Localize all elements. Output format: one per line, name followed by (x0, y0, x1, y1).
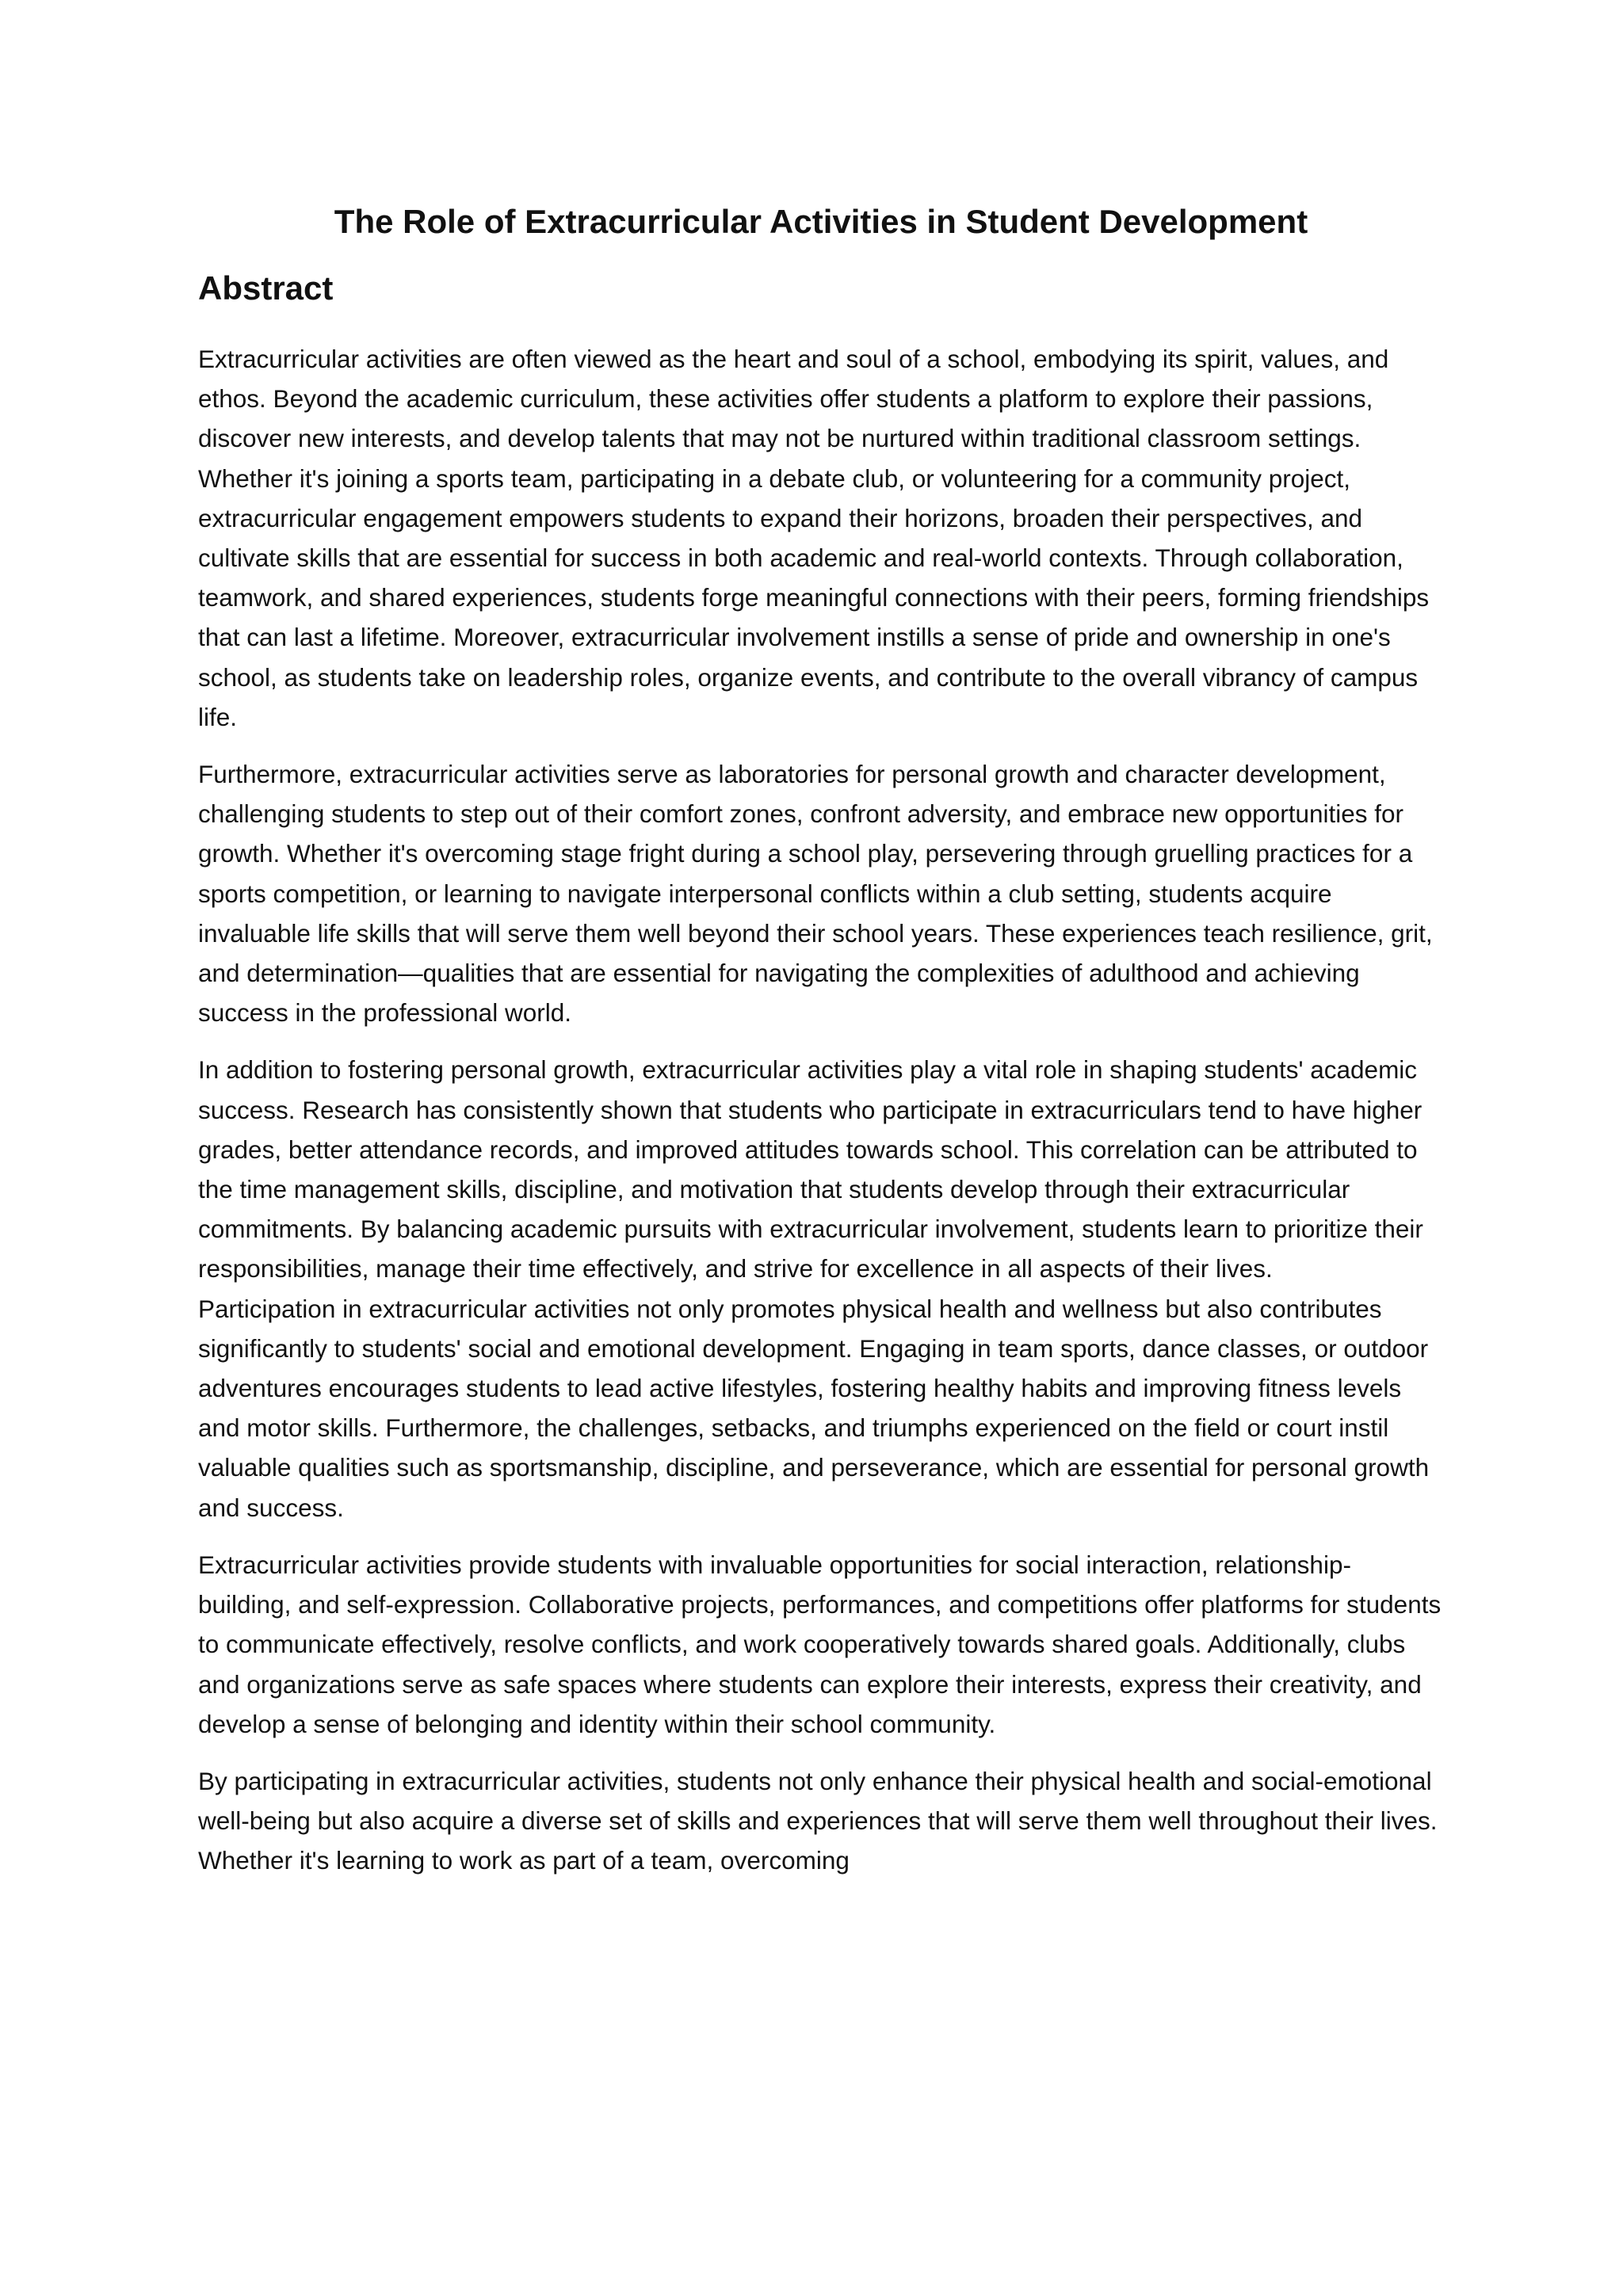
paragraph-4: Participation in extracurricular activities not only promotes physical health and wellness but also contributes significantly to students' social and emotional development. Engaging in team sports, dance classes, or outdoor adventures encourages students to lead active lifestyles, fostering healthy habits and improving fitness levels and motor skills. Furthermore, the challenges, setbacks, and triumphs experienced on the field or court instil valuable qualities such as sportsmanship, discipline, and perseverance, which are essential for personal growth and success. (198, 1294, 1430, 1522)
paragraph-6: By participating in extracurricular activities, students not only enhance their physical health and social-emotional well-being but also acquire a diverse set of skills and experiences that will serve them well throughout their lives. Whether it's learning to work as part of a team, overcoming (198, 1766, 1438, 1875)
document-title: The Role of Extracurricular Activities in Student Development (334, 203, 1308, 240)
document-page (198, 196, 1444, 1881)
abstract-heading: Abstract (198, 269, 334, 307)
paragraph-5: Extracurricular activities provide students with invaluable opportunities for social interaction, relationship-building, and self-expression. Collaborative projects, performances, and competitions offer platforms for students to communicate effectively, resolve conflicts, and work cooperatively towards shared goals. Additionally, clubs and organizations serve as safe spaces where students can explore their interests, express their creativity, and develop a sense of belonging and identity within their school community. (198, 1550, 1442, 1738)
paragraph-1: Extracurricular activities are often viewed as the heart and soul of a school, embodying its spirit, values, and ethos. Beyond the academic curriculum, these activities offer students a platform to explore their passions, discover new interests, and develop talents that may not be nurtured within traditional classroom settings. Whether it's joining a sports team, participating in a debate club, or volunteering for a community project, extracurricular engagement empowers students to expand their horizons, broaden their perspectives, and cultivate skills that are essential for success in both academic and real-world contexts. Through collaboration, teamwork, and shared experiences, students forge meaningful connections with their peers, forming friendships that can last a lifetime. Moreover, extracurricular involvement instills a sense of pride and ownership in one's school, as students take on leadership roles, organize events, and contribute to the overall vibrancy of campus life. (198, 345, 1430, 731)
paragraph-2: Furthermore, extracurricular activities serve as laboratories for personal growth and character development, challenging students to step out of their comfort zones, confront adversity, and embrace new opportunities for growth. Whether it's overcoming stage fright during a school play, persevering through gruelling practices for a sports competition, or learning to navigate interpersonal conflicts within a club setting, students acquire invaluable life skills that will serve them well beyond their school years. These experiences teach resilience, grit, and determination—qualities that are essential for navigating the complexities of adulthood and achieving success in the professional world. (198, 760, 1433, 1028)
paragraph-3: In addition to fostering personal growth, extracurricular activities play a vital role in shaping students' academic success. Research has consistently shown that students who participate in extracurriculars tend to have higher grades, better attendance records, and improved attitudes towards school. This correlation can be attributed to the time management skills, discipline, and motivation that students develop through their extracurricular commitments. By balancing academic pursuits with extracurricular involvement, students learn to prioritize their responsibilities, manage their time effectively, and strive for excellence in all aspects of their lives. (198, 1055, 1423, 1283)
